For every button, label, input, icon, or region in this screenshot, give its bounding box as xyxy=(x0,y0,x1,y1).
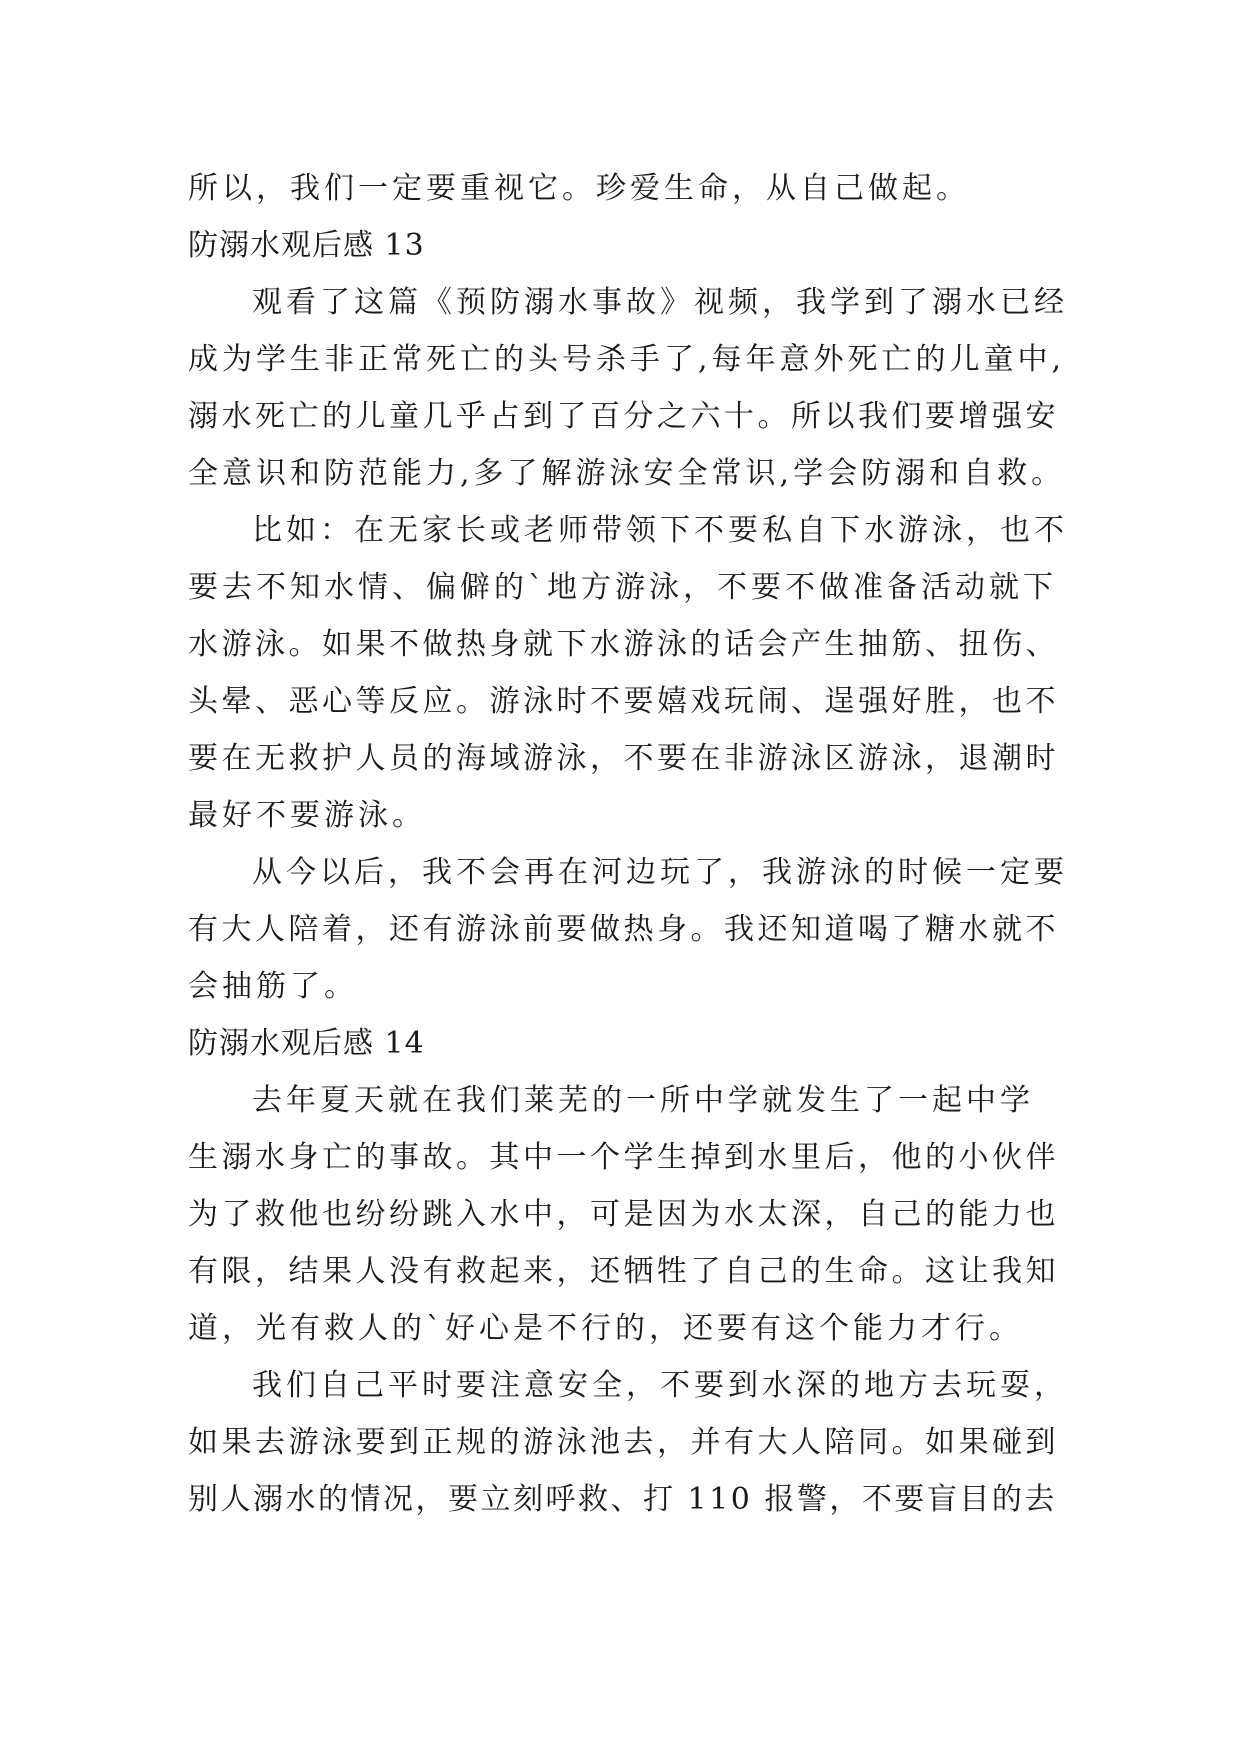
text-line: 为了救他也纷纷跳入水中，可是因为水太深，自己的能力也 xyxy=(188,1197,1059,1232)
paragraph-first-line: 去年夏天就在我们莱芜的一所中学就发生了一起中学 xyxy=(252,1083,1034,1118)
document-page xyxy=(188,160,1068,1528)
text-line: 所以，我们一定要重视它。珍爱生命，从自己做起。 xyxy=(188,171,970,206)
text-line: 水游泳。如果不做热身就下水游泳的话会产生抽筋、扭伤、 xyxy=(188,627,1059,662)
section-heading: 防溺水观后感 14 xyxy=(188,1026,425,1061)
text-line: 生溺水身亡的事故。其中一个学生掉到水里后，他的小伙伴 xyxy=(188,1140,1059,1175)
paragraph-first-line: 比如：在无家长或老师带领下不要私自下水游泳，也不 xyxy=(252,513,1068,548)
paragraph-first-line: 观看了这篇《预防溺水事故》视频，我学到了溺水已经 xyxy=(252,285,1068,320)
text-line: 道，光有救人的`好心是不行的，还要有这个能力才行。 xyxy=(188,1311,1023,1346)
text-line: 会抽筋了。 xyxy=(188,969,358,1004)
text-line: 有限，结果人没有救起来，还牺牲了自己的生命。这让我知 xyxy=(188,1254,1059,1289)
paragraph-first-line: 我们自己平时要注意安全，不要到水深的地方去玩耍， xyxy=(252,1368,1068,1403)
text-line: 如果去游泳要到正规的游泳池去，并有大人陪同。如果碰到 xyxy=(188,1425,1059,1460)
paragraph-first-line: 从今以后，我不会再在河边玩了，我游泳的时候一定要 xyxy=(252,855,1068,890)
text-line: 有大人陪着，还有游泳前要做热身。我还知道喝了糖水就不 xyxy=(188,912,1059,947)
text-line: 要在无救护人员的海域游泳，不要在非游泳区游泳，退潮时 xyxy=(188,741,1059,776)
text-line: 成为学生非正常死亡的头号杀手了,每年意外死亡的儿童中, xyxy=(188,342,1066,377)
text-line: 头晕、恶心等反应。游泳时不要嬉戏玩闹、逞强好胜，也不 xyxy=(188,684,1059,719)
text-line: 别人溺水的情况，要立刻呼救、打 110 报警，不要盲目的去 xyxy=(188,1482,1057,1517)
text-line: 全意识和防范能力,多了解游泳安全常识,学会防溺和自救。 xyxy=(188,456,1066,491)
text-line: 要去不知水情、偏僻的`地方游泳，不要不做准备活动就下 xyxy=(188,570,1057,605)
text-line: 最好不要游泳。 xyxy=(188,798,426,833)
section-heading: 防溺水观后感 13 xyxy=(188,228,425,263)
text-line: 溺水死亡的儿童几乎占到了百分之六十。所以我们要增强安 xyxy=(188,399,1059,434)
